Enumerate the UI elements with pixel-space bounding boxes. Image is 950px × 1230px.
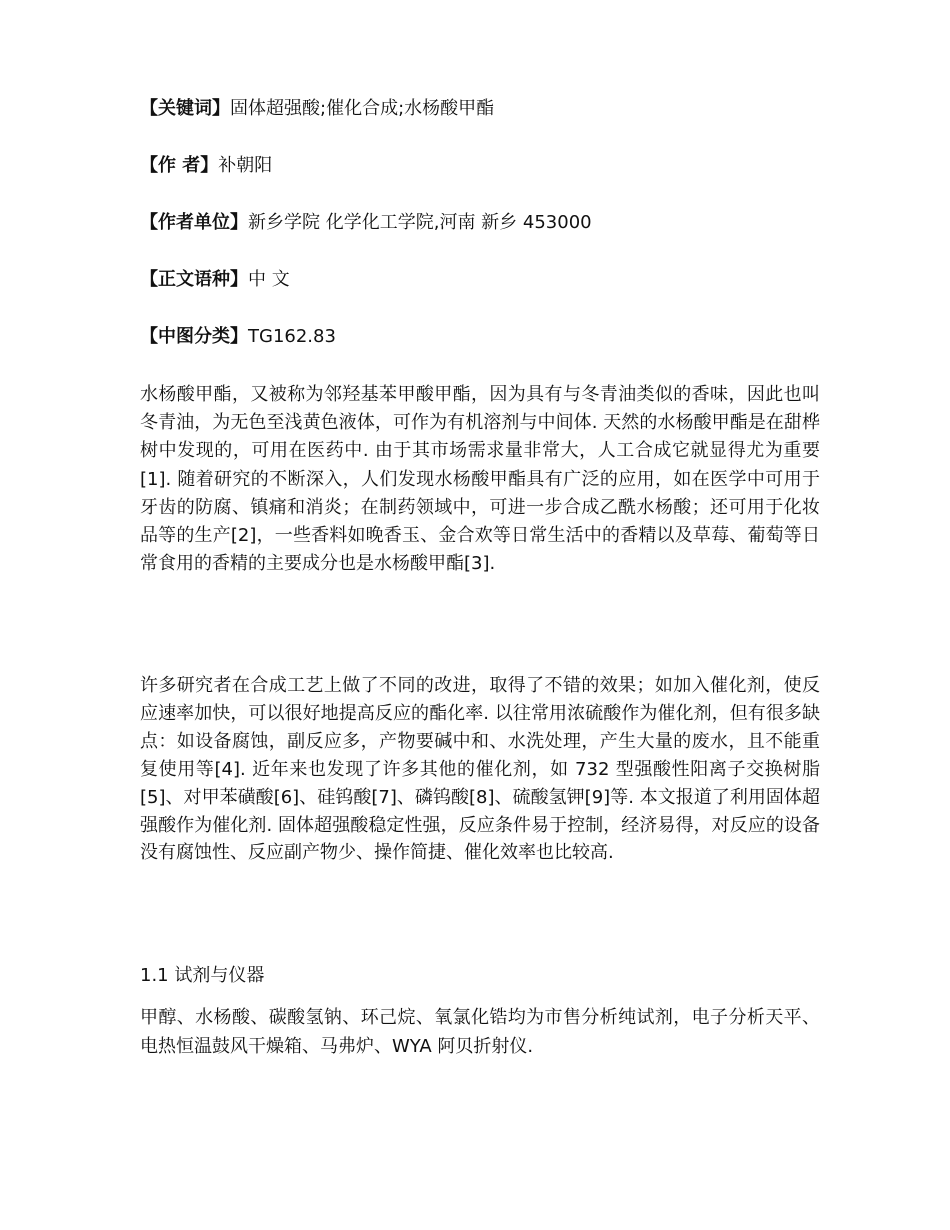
author-label: 【作 者】: [140, 155, 219, 176]
author-unit-line: [140, 211, 840, 235]
author-line: [140, 154, 840, 178]
keywords-value: 固体超强酸;催化合成;水杨酸甲酯: [230, 98, 495, 119]
classification-line: [140, 325, 840, 349]
catalyst-paragraph: 许多研究者在合成工艺上做了不同的改进，取得了不错的效果；如加入催化剂，使反应速率加快，可以很好地提高反应的酯化率. 以往常用浓硫酸作为催化剂，但有很多缺点：如设备腐蚀，副反应多，产物要碱中和、水洗处理，产生大量的废水，且不能重复使用等[4]. 近年来也发现了许多其他的催化剂，如 732 型强酸性阳离子交换树脂[5]、对甲苯磺酸[6]、硅钨酸[7]、磷钨酸[8]、硫酸氢钾[9]等. 本文报道了利用固体超强酸作为催化剂. 固体超强酸稳定性强，反应条件易于控制，经济易得，对反应的设备没有腐蚀性、反应副产物少、操作简捷、催化效率也比较高.: [140, 675, 820, 864]
author-unit-value: 新乡学院 化学化工学院,河南 新乡 453000: [248, 212, 592, 233]
reagents-paragraph: 甲醇、水杨酸、碳酸氢钠、环己烷、氧氯化锆均为市售分析纯试剂，电子分析天平、电热恒温鼓风干燥箱、马弗炉、WYA 阿贝折射仪.: [140, 1007, 820, 1057]
classification-label: 【中图分类】: [140, 326, 248, 347]
language-line: [140, 268, 840, 292]
intro-paragraph: 水杨酸甲酯，又被称为邻羟基苯甲酸甲酯，因为具有与冬青油类似的香味，因此也叫冬青油，为无色至浅黄色液体，可作为有机溶剂与中间体. 天然的水杨酸甲酯是在甜桦树中发现的，可用在医药中. 由于其市场需求量非常大，人工合成它就显得尤为重要[1]. 随着研究的不断深入，人们发现水杨酸甲酯具有广泛的应用，如在医学中可用于牙齿的防腐、镇痛和消炎；在制药领域中，可进一步合成乙酰水杨酸；还可用于化妆品等的生产[2]，一些香料如晚香玉、金合欢等日常生活中的香精以及草莓、葡萄等日常食用的香精的主要成分也是水杨酸甲酯[3].: [140, 384, 820, 575]
language-value: 中 文: [248, 269, 290, 290]
section-heading-reagents: 1.1 试剂与仪器: [140, 965, 265, 986]
author-unit-label: 【作者单位】: [140, 212, 248, 233]
language-label: 【正文语种】: [140, 269, 248, 290]
keywords-line: [140, 97, 840, 121]
keywords-label: 【关键词】: [140, 98, 230, 119]
classification-value: TG162.83: [248, 326, 336, 347]
author-value: 补朝阳: [218, 155, 273, 176]
